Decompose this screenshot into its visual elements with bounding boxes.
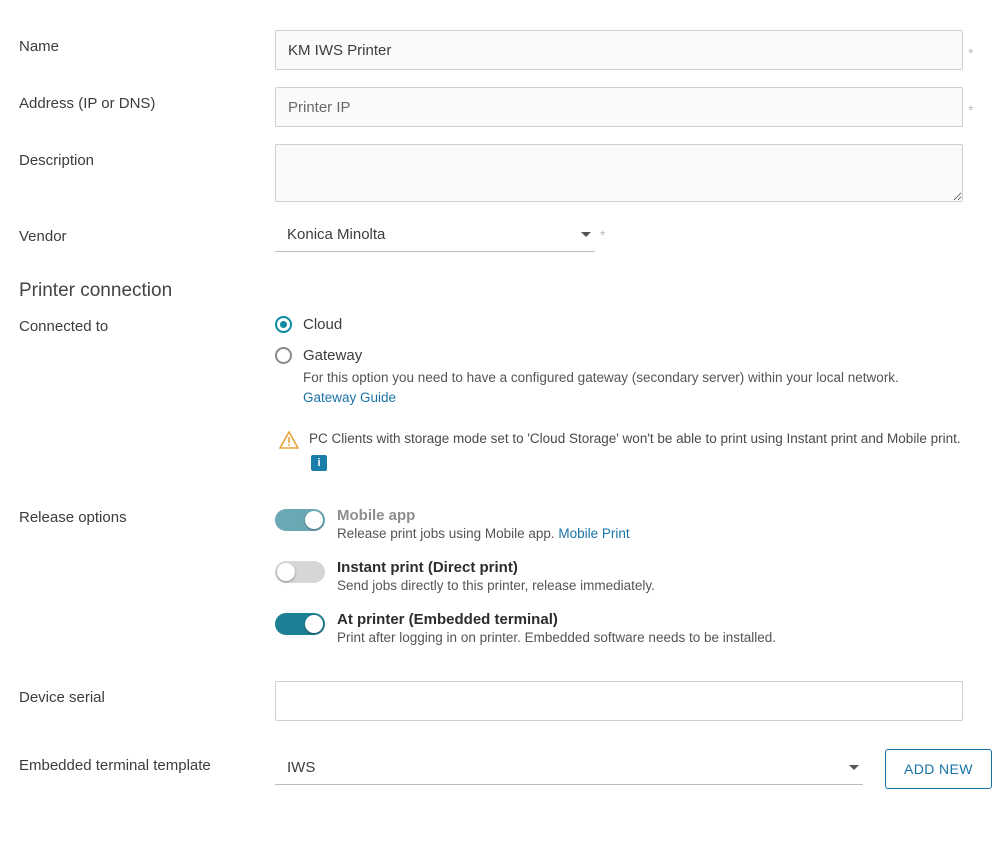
chevron-down-icon [581,232,591,237]
embedded-terminal-value: IWS [287,759,316,777]
gateway-help-line: For this option you need to have a configured gateway (secondary server) within your local network. [303,370,899,385]
warning-text: PC Clients with storage mode set to 'Cloud Storage' won't be able to print using Instant print and Mobile print. i [309,431,961,470]
device-serial-input[interactable] [275,681,963,721]
info-icon[interactable]: i [311,455,327,471]
device-serial-label: Device serial [19,689,105,707]
address-required-marker: * [968,102,974,118]
vendor-selected-value: Konica Minolta [287,226,386,243]
warning-triangle-icon [279,431,299,449]
name-label: Name [19,38,60,55]
description-field-wrap [275,144,1007,206]
release-options-label: Release options [19,509,127,527]
radio-option-cloud[interactable] [275,316,1007,333]
instant-print-desc: Send jobs directly to this printer, release immediately. [337,578,655,594]
form-row-address [0,87,1007,127]
toggle-instant-print[interactable] [275,561,325,583]
name-input[interactable] [275,30,963,70]
release-option-at-printer [275,611,1007,645]
address-label: Address (IP or DNS) [19,95,156,112]
toggle-at-printer[interactable] [275,613,325,635]
radio-option-gateway[interactable] [275,347,1007,364]
embedded-terminal-field-wrap [275,749,1007,789]
cloud-storage-warning [275,429,975,471]
address-field-wrap [275,87,1007,127]
release-option-instant-print [275,559,1007,593]
name-required-marker: * [968,45,974,61]
radio-cloud-label: Cloud [303,316,343,333]
address-input[interactable] [275,87,963,127]
at-printer-title: At printer (Embedded terminal) [337,611,558,629]
vendor-select[interactable] [275,220,595,252]
form-row-embedded-terminal [0,749,1007,789]
vendor-required-marker: * [600,227,606,243]
form-row-device-serial [0,681,1007,721]
connected-to-label: Connected to [19,318,109,335]
at-printer-desc: Print after logging in on printer. Embedded software needs to be installed. [337,630,777,646]
connected-to-options [275,316,1007,471]
device-serial-field-wrap [275,681,1007,721]
description-textarea[interactable] [275,144,963,202]
embedded-terminal-select[interactable] [275,753,863,785]
form-row-release-options [0,507,1007,663]
name-field-wrap [275,30,1007,70]
chevron-down-icon [849,765,859,770]
vendor-label: Vendor [19,228,67,245]
release-options-list [275,507,1007,663]
form-row-name [0,30,1007,70]
form-row-vendor [0,220,1007,252]
vendor-field-wrap [275,220,1007,252]
gateway-help-text [275,368,1007,407]
toggle-mobile-app[interactable] [275,509,325,531]
radio-cloud-icon[interactable] [275,316,292,333]
gateway-guide-link[interactable]: Gateway Guide [303,389,397,405]
printer-connection-title: Printer connection [19,280,173,301]
instant-print-title: Instant print (Direct print) [337,559,518,577]
form-row-connected-to [0,316,1007,471]
radio-gateway-icon[interactable] [275,347,292,364]
mobile-app-title: Mobile app [337,507,416,525]
mobile-app-desc: Release print jobs using Mobile app. Mobile Print [337,526,630,542]
add-new-button[interactable]: ADD NEW [885,749,992,789]
form-row-description [0,144,1007,206]
mobile-print-link[interactable]: Mobile Print [558,526,630,542]
description-label: Description [19,152,95,169]
release-option-mobile-app [275,507,1007,541]
radio-gateway-label: Gateway [303,347,363,364]
embedded-terminal-label: Embedded terminal template [19,757,211,775]
